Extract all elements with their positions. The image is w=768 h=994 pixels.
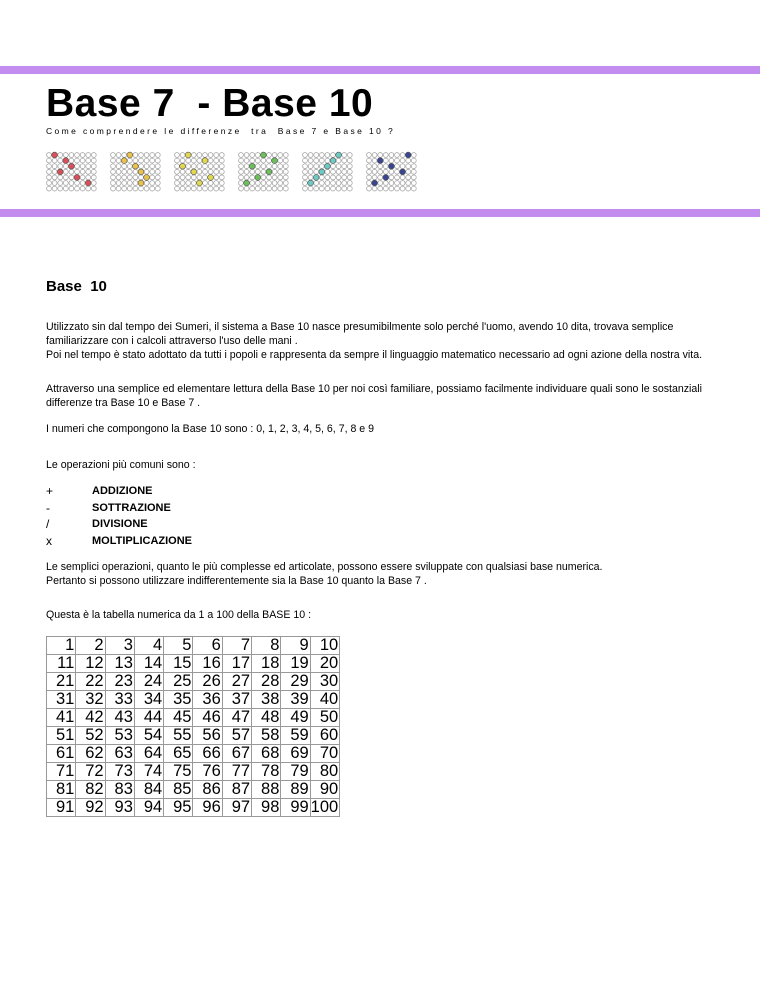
highlight-dot <box>185 152 191 158</box>
table-cell: 31 <box>47 691 76 709</box>
table-cell: 59 <box>281 727 310 745</box>
table-cell: 62 <box>76 745 105 763</box>
table-cell: 57 <box>222 727 251 745</box>
table-cell: 40 <box>310 691 340 709</box>
table-cell: 72 <box>76 763 105 781</box>
highlight-dot <box>389 163 395 169</box>
table-cell: 96 <box>193 799 222 817</box>
table-row <box>47 655 340 673</box>
highlight-dot <box>52 152 58 158</box>
table-cell: 48 <box>252 709 281 727</box>
highlight-dot <box>208 175 214 181</box>
operation-item <box>46 500 192 517</box>
table-cell: 46 <box>193 709 222 727</box>
operation-symbol: + <box>46 484 54 499</box>
table-cell: 91 <box>47 799 76 817</box>
table-cell: 23 <box>105 673 134 691</box>
table-row <box>47 799 340 817</box>
highlight-dot <box>197 180 203 186</box>
paragraph-digits: I numeri che compongono la Base 10 sono : 0, 1, 2, 3, 4, 5, 6, 7, 8 e 9 <box>46 423 375 435</box>
table-cell: 90 <box>310 781 340 799</box>
highlight-dot <box>63 158 69 164</box>
table-cell: 26 <box>193 673 222 691</box>
table-cell: 33 <box>105 691 134 709</box>
table-cell: 63 <box>105 745 134 763</box>
table-cell: 53 <box>105 727 134 745</box>
highlight-dot <box>244 180 250 186</box>
paragraph-any-base: Le semplici operazioni, quanto le più complesse ed articolate, possono essere sviluppate con qualsiasi base numerica. <box>46 561 603 573</box>
table-cell: 14 <box>134 655 163 673</box>
table-cell: 94 <box>134 799 163 817</box>
highlight-dot <box>308 180 314 186</box>
table-cell: 32 <box>76 691 105 709</box>
table-cell: 66 <box>193 745 222 763</box>
highlight-dot <box>336 152 342 158</box>
highlight-dot <box>144 175 150 181</box>
table-cell: 79 <box>281 763 310 781</box>
table-cell: 13 <box>105 655 134 673</box>
table-row <box>47 691 340 709</box>
operation-symbol: / <box>46 517 50 532</box>
table-cell: 55 <box>164 727 193 745</box>
highlight-dot <box>266 169 272 175</box>
table-cell: 34 <box>134 691 163 709</box>
table-cell: 54 <box>134 727 163 745</box>
table-row <box>47 763 340 781</box>
table-row <box>47 745 340 763</box>
highlight-dot <box>330 158 336 164</box>
table-cell: 86 <box>193 781 222 799</box>
highlight-dot <box>121 158 127 164</box>
table-cell: 38 <box>252 691 281 709</box>
table-cell: 7 <box>222 637 251 655</box>
table-cell: 71 <box>47 763 76 781</box>
table-cell: 60 <box>310 727 340 745</box>
highlight-dot <box>261 152 267 158</box>
table-cell: 68 <box>252 745 281 763</box>
highlight-dot <box>400 169 406 175</box>
table-cell: 100 <box>310 798 339 816</box>
table-cell: 47 <box>222 709 251 727</box>
table-row <box>47 709 340 727</box>
table-row <box>47 727 340 745</box>
table-cell: 12 <box>76 655 105 673</box>
table-cell: 28 <box>252 673 281 691</box>
paragraph-intro: Utilizzato sin dal tempo dei Sumeri, il sistema a Base 10 nasce presumibilmente solo perché l'uomo, avendo 10 dita, trovava semplice familiarizzare con i calcoli attraverso l'uso delle mani . <box>46 321 674 347</box>
highlight-dot <box>180 163 186 169</box>
paragraph-reading: Attraverso una semplice ed elementare lettura della Base 10 per noi così familiare, possiamo facilmente individuare quali sono le sostanziali differenze tra Base 10 e Base 7 . <box>46 383 702 409</box>
table-cell: 1 <box>47 637 76 655</box>
highlight-dot <box>57 169 63 175</box>
paragraph-table-intro: Questa è la tabella numerica da 1 a 100 della BASE 10 : <box>46 609 312 621</box>
operations-list <box>46 483 192 549</box>
table-cell: 20 <box>310 655 340 673</box>
table-cell: 21 <box>47 673 76 691</box>
table-cell: 81 <box>47 781 76 799</box>
table-cell: 93 <box>105 799 134 817</box>
table-cell: 78 <box>252 763 281 781</box>
red-dots-grid-icon <box>46 150 98 194</box>
table-cell: 77 <box>222 763 251 781</box>
table-cell: 49 <box>281 709 310 727</box>
highlight-dot <box>255 175 261 181</box>
table-cell: 65 <box>164 745 193 763</box>
page-subtitle: Come comprendere le differenze tra Base 7 e Base 10 ? <box>46 126 396 136</box>
table-cell: 10 <box>310 637 340 655</box>
highlight-dot <box>319 169 325 175</box>
highlight-dot <box>191 169 197 175</box>
highlight-dot <box>85 180 91 186</box>
table-cell: 75 <box>164 763 193 781</box>
table-cell: 37 <box>222 691 251 709</box>
table-cell: 29 <box>281 673 310 691</box>
table-cell: 36 <box>193 691 222 709</box>
paragraph-history: Poi nel tempo è stato adottato da tutti i popoli e rappresenta da sempre il linguaggio matematico necessario ad ogni azione della nostra vita. <box>46 349 703 361</box>
highlight-dot <box>202 158 208 164</box>
paragraph-interchangeable: Pertanto si possono utilizzare indifferentemente sia la Base 10 quanto la Base 7 . <box>46 575 427 587</box>
table-cell: 17 <box>222 655 251 673</box>
bottom-accent-bar <box>0 209 760 217</box>
table-cell: 98 <box>252 799 281 817</box>
navy-dots-grid-icon <box>366 150 418 194</box>
table-cell: 11 <box>47 655 76 673</box>
table-cell: 88 <box>252 781 281 799</box>
table-cell: 43 <box>105 709 134 727</box>
operation-name: DIVISIONE <box>92 518 148 531</box>
table-cell: 97 <box>222 799 251 817</box>
highlight-dot <box>138 169 144 175</box>
operation-item <box>46 516 192 533</box>
table-cell: 56 <box>193 727 222 745</box>
table-cell: 45 <box>164 709 193 727</box>
table-cell: 2 <box>76 637 105 655</box>
highlight-dot <box>69 163 75 169</box>
table-cell: 25 <box>164 673 193 691</box>
highlight-dot <box>325 163 331 169</box>
table-cell: 67 <box>222 745 251 763</box>
table-cell: 70 <box>310 745 340 763</box>
highlight-dot <box>405 152 411 158</box>
table-cell: 22 <box>76 673 105 691</box>
top-accent-bar <box>0 66 760 74</box>
table-cell: 89 <box>281 781 310 799</box>
table-cell: 6 <box>193 637 222 655</box>
table-cell: 9 <box>281 637 310 655</box>
table-cell: 92 <box>76 799 105 817</box>
table-cell: 39 <box>281 691 310 709</box>
highlight-dot <box>377 158 383 164</box>
table-cell: 5 <box>164 637 193 655</box>
yellow-dots-grid-2-icon <box>174 150 226 194</box>
yellow-dots-grid-icon <box>110 150 162 194</box>
table-cell: 24 <box>134 673 163 691</box>
table-cell: 95 <box>164 799 193 817</box>
table-cell: 50 <box>310 709 340 727</box>
page-title: Base 7 - Base 10 <box>46 82 374 125</box>
operation-name: SOTTRAZIONE <box>92 501 171 514</box>
highlight-dot <box>74 175 80 181</box>
table-cell: 30 <box>310 673 340 691</box>
table-row <box>47 673 340 691</box>
table-cell: 76 <box>193 763 222 781</box>
operation-item <box>46 483 192 500</box>
paragraph-operations-intro: Le operazioni più comuni sono : <box>46 459 196 471</box>
table-cell: 85 <box>164 781 193 799</box>
table-cell: 41 <box>47 709 76 727</box>
green-dots-grid-icon <box>238 150 290 194</box>
table-cell: 8 <box>252 637 281 655</box>
table-cell: 42 <box>76 709 105 727</box>
highlight-dot <box>272 158 278 164</box>
table-cell: 82 <box>76 781 105 799</box>
table-cell: 44 <box>134 709 163 727</box>
table-row <box>47 781 340 799</box>
operation-item <box>46 533 192 550</box>
table-cell: 4 <box>134 637 163 655</box>
highlight-dot <box>383 175 389 181</box>
table-cell: 52 <box>76 727 105 745</box>
table-cell: 35 <box>164 691 193 709</box>
section-heading: Base 10 <box>46 278 107 295</box>
table-cell: 69 <box>281 745 310 763</box>
table-row <box>47 637 340 655</box>
table-cell: 84 <box>134 781 163 799</box>
table-cell: 58 <box>252 727 281 745</box>
highlight-dot <box>372 180 378 186</box>
table-cell: 19 <box>281 655 310 673</box>
table-cell: 73 <box>105 763 134 781</box>
cyan-dots-grid-icon <box>302 150 354 194</box>
table-cell: 15 <box>164 655 193 673</box>
operation-symbol: x <box>46 533 52 548</box>
table-cell: 87 <box>222 781 251 799</box>
table-cell: 99 <box>281 799 310 817</box>
table-cell: 27 <box>222 673 251 691</box>
table-cell: 64 <box>134 745 163 763</box>
table-cell: 61 <box>47 745 76 763</box>
table-cell: 74 <box>134 763 163 781</box>
table-cell: 16 <box>193 655 222 673</box>
highlight-dot <box>313 175 319 181</box>
table-cell: 80 <box>310 763 340 781</box>
highlight-dot <box>133 163 139 169</box>
highlight-dot <box>138 180 144 186</box>
operation-name: ADDIZIONE <box>92 485 153 498</box>
operation-name: MOLTIPLICAZIONE <box>92 534 193 547</box>
operation-symbol: - <box>46 500 50 515</box>
highlight-dot <box>127 152 133 158</box>
table-cell: 51 <box>47 727 76 745</box>
table-cell: 3 <box>105 637 134 655</box>
dot-grid-illustrations <box>46 150 426 194</box>
table-cell: 83 <box>105 781 134 799</box>
base10-number-table <box>46 636 340 817</box>
table-cell: 18 <box>252 655 281 673</box>
highlight-dot <box>249 163 255 169</box>
